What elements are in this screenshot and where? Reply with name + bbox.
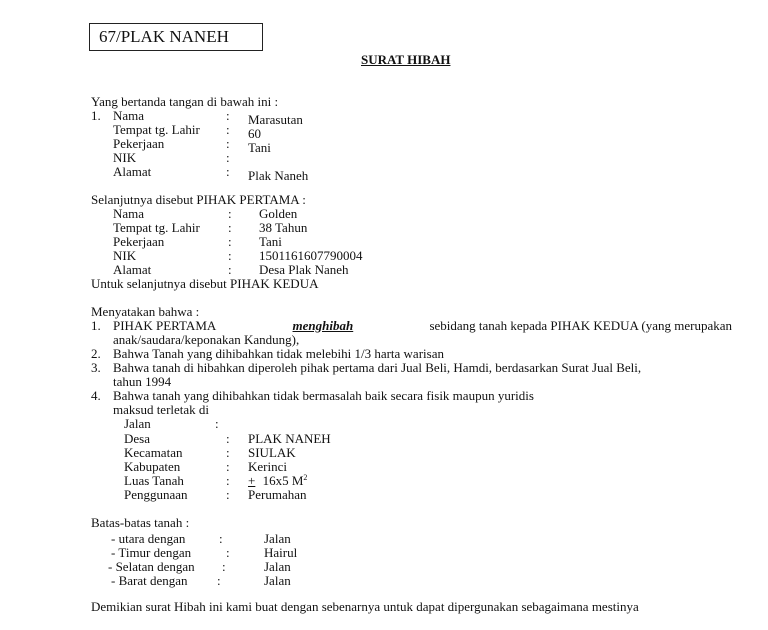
land-district-label: Kecamatan (124, 445, 183, 460)
border-east-value: Hairul (264, 545, 298, 560)
borders-title: Batas-batas tanah : (91, 515, 190, 530)
first-party-number: 1. (91, 108, 101, 123)
border-south-value: Jalan (264, 559, 291, 574)
land-district-value: SIULAK (248, 445, 296, 460)
declaration-text: PIHAK PERTAMA (113, 318, 217, 333)
first-party-nik-label: NIK (113, 150, 137, 165)
declaration-number: 4. (91, 388, 101, 403)
colon: : (226, 445, 230, 460)
second-party-nik-label: NIK (113, 248, 137, 263)
land-area-label: Luas Tanah (124, 473, 184, 488)
colon: : (226, 487, 230, 502)
first-party-name-label: Nama (113, 108, 145, 123)
land-village-label: Desa (124, 431, 150, 446)
colon: : (226, 459, 230, 474)
first-party-address-label: Alamat (113, 164, 152, 179)
colon: : (222, 559, 226, 574)
second-party-name-value: Golden (259, 206, 298, 221)
intro-text: Yang bertanda tangan di bawah ini : (91, 94, 279, 109)
colon: : (226, 164, 230, 179)
second-party-nik-value: 1501161607790004 (259, 248, 363, 263)
colon: : (228, 206, 232, 221)
land-use-label: Penggunaan (124, 487, 188, 502)
reference-number-box: 67/PLAK NANEH (89, 23, 263, 51)
land-use-value: Perumahan (248, 487, 307, 502)
land-regency-value: Kerinci (248, 459, 287, 474)
plus-minus-sign: + (248, 473, 256, 488)
first-party-job-value: Tani (248, 140, 271, 155)
border-north-value: Jalan (264, 531, 291, 546)
colon: : (226, 545, 230, 560)
colon: : (226, 473, 230, 488)
colon: : (228, 234, 232, 249)
second-party-job-value: Tani (259, 234, 282, 249)
declaration-text: Bahwa Tanah yang dihibahkan tidak melebihi 1/3 harta warisan (113, 346, 444, 361)
border-south-label: - Selatan dengan (108, 559, 195, 574)
first-party-birth-label: Tempat tg. Lahir (113, 122, 200, 137)
land-regency-label: Kabupaten (124, 459, 181, 474)
emphasized-word: menghibah (292, 318, 354, 333)
colon: : (228, 220, 232, 235)
border-north-label: - utara dengan (111, 531, 186, 546)
colon: : (228, 248, 232, 263)
declaration-number: 1. (91, 318, 101, 333)
declaration-continuation: maksud terletak di (113, 402, 210, 417)
declaration-text: sebidang tanah kepada PIHAK KEDUA (yang merupakan (429, 318, 732, 333)
colon: : (226, 108, 230, 123)
second-party-birth-value: 38 Tahun (259, 220, 308, 235)
second-party-job-label: Pekerjaan (113, 234, 165, 249)
first-party-address-value: Plak Naneh (248, 168, 309, 183)
land-village-value: PLAK NANEH (248, 431, 331, 446)
document-title: SURAT HIBAH (361, 52, 451, 67)
closing-statement: Demikian surat Hibah ini kami buat dengan sebenarnya untuk dapat dipergunakan sebagaimana mestinya (91, 599, 639, 614)
area-superscript: 2 (303, 473, 308, 482)
declaration-continuation: tahun 1994 (113, 374, 172, 389)
border-west-label: - Barat dengan (111, 573, 188, 588)
first-party-designation: Selanjutnya disebut PIHAK PERTAMA : (91, 192, 306, 207)
first-party-birth-value: 60 (248, 126, 261, 141)
declaration-number: 2. (91, 346, 101, 361)
colon: : (217, 573, 221, 588)
first-party-name-value: Marasutan (248, 112, 303, 127)
declaration-line (113, 319, 732, 333)
colon: : (219, 531, 223, 546)
colon: : (226, 122, 230, 137)
colon: : (226, 431, 230, 446)
declaration-intro: Menyatakan bahwa : (91, 304, 200, 319)
area-value: 16x5 M (262, 473, 304, 488)
land-street-label: Jalan (124, 416, 151, 431)
second-party-address-label: Alamat (113, 262, 152, 277)
second-party-address-value: Desa Plak Naneh (259, 262, 349, 277)
declaration-text: Bahwa tanah di hibahkan diperoleh pihak pertama dari Jual Beli, Hamdi, berdasarkan Surat Jual Beli, (113, 360, 642, 375)
declaration-text: Bahwa tanah yang dihibahkan tidak bermasalah baik secara fisik maupun yuridis (113, 388, 534, 403)
first-party-job-label: Pekerjaan (113, 136, 165, 151)
second-party-birth-label: Tempat tg. Lahir (113, 220, 200, 235)
second-party-designation: Untuk selanjutnya disebut PIHAK KEDUA (91, 276, 319, 291)
declaration-continuation: anak/saudara/keponakan Kandung), (113, 332, 300, 347)
border-east-label: - Timur dengan (111, 545, 192, 560)
land-area-value (248, 474, 307, 488)
border-west-value: Jalan (264, 573, 291, 588)
declaration-number: 3. (91, 360, 101, 375)
colon: : (226, 136, 230, 151)
colon: : (215, 416, 219, 431)
colon: : (226, 150, 230, 165)
second-party-name-label: Nama (113, 206, 145, 221)
colon: : (228, 262, 232, 277)
